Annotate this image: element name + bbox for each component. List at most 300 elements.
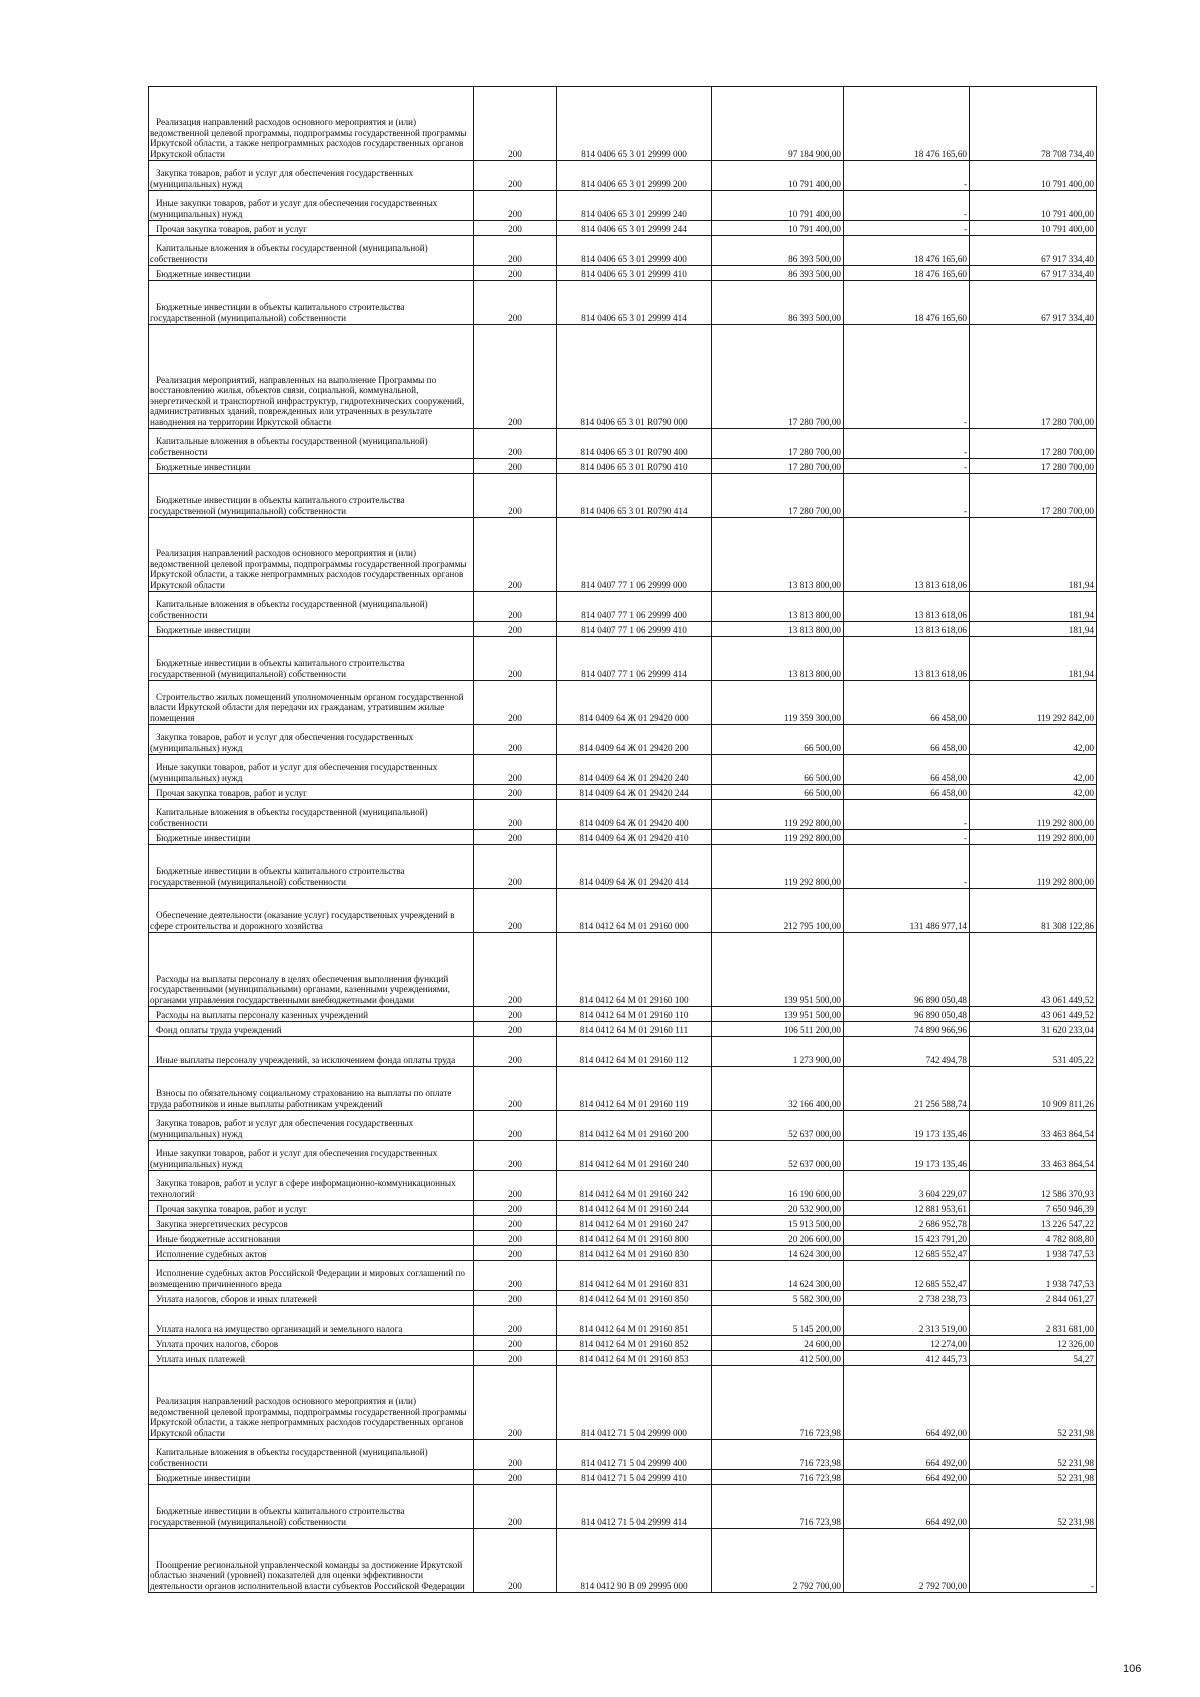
expense-name-text: Фонд оплаты труда учреждений xyxy=(156,1024,282,1035)
unexecuted-amount-cell: 2 831 681,00 xyxy=(970,1306,1097,1336)
expense-name-text: Бюджетные инвестиции xyxy=(156,832,251,843)
executed-amount-cell: - xyxy=(844,161,970,191)
expense-name-text: Уплата налога на имущество организаций и земельного налога xyxy=(156,1323,403,1334)
approved-amount-cell: 10 791 400,00 xyxy=(712,221,844,236)
table-row xyxy=(149,830,1097,845)
expense-name-text: Уплата налогов, сборов и иных платежей xyxy=(156,1293,317,1304)
unexecuted-amount-cell: 33 463 864,54 xyxy=(970,1141,1097,1171)
executed-amount-cell: 66 458,00 xyxy=(844,725,970,755)
approved-amount-cell: 13 813 800,00 xyxy=(712,622,844,637)
expense-name-cell xyxy=(149,281,474,325)
line-code-cell: 200 xyxy=(474,1216,557,1231)
unexecuted-amount-cell: 13 226 547,22 xyxy=(970,1216,1097,1231)
executed-amount-cell: 664 492,00 xyxy=(844,1485,970,1529)
approved-amount-cell: 14 624 300,00 xyxy=(712,1246,844,1261)
table-row xyxy=(149,325,1097,429)
expense-name-cell xyxy=(149,800,474,830)
line-code-cell: 200 xyxy=(474,1111,557,1141)
expense-name-cell xyxy=(149,1485,474,1529)
expense-name-cell xyxy=(149,637,474,681)
expense-name-text: Расходы на выплаты персоналу казенных учреждений xyxy=(156,1009,369,1020)
approved-amount-cell: 32 166 400,00 xyxy=(712,1067,844,1111)
expense-name-cell xyxy=(149,622,474,637)
table-row xyxy=(149,845,1097,889)
executed-amount-cell: 74 890 966,96 xyxy=(844,1022,970,1037)
expense-name-text: Исполнение судебных актов Российской Федерации и мировых соглашений по возмещению причиненного вреда xyxy=(150,1268,465,1289)
budget-class-code-cell: 814 0412 64 М 01 29160 000 xyxy=(557,889,712,933)
expense-name-cell xyxy=(149,1201,474,1216)
unexecuted-amount-cell: 10 791 400,00 xyxy=(970,191,1097,221)
approved-amount-cell: 716 723,98 xyxy=(712,1470,844,1485)
unexecuted-amount-cell: 52 231,98 xyxy=(970,1485,1097,1529)
budget-class-code-cell: 814 0409 64 Ж 01 29420 000 xyxy=(557,681,712,725)
approved-amount-cell: 20 206 600,00 xyxy=(712,1231,844,1246)
table-row xyxy=(149,518,1097,592)
expense-name-text: Капитальные вложения в объекты государственной (муниципальной) собственности xyxy=(150,436,428,457)
approved-amount-cell: 13 813 800,00 xyxy=(712,637,844,681)
budget-class-code-cell: 814 0406 65 3 01 29999 410 xyxy=(557,266,712,281)
expense-name-text: Капитальные вложения в объекты государственной (муниципальной) собственности xyxy=(150,599,428,620)
executed-amount-cell: 96 890 050,48 xyxy=(844,933,970,1007)
unexecuted-amount-cell: 10 791 400,00 xyxy=(970,161,1097,191)
approved-amount-cell: 66 500,00 xyxy=(712,785,844,800)
budget-class-code-cell: 814 0409 64 Ж 01 29420 240 xyxy=(557,755,712,785)
budget-class-code-cell: 814 0412 64 М 01 29160 119 xyxy=(557,1067,712,1111)
budget-class-code-cell: 814 0412 64 М 01 29160 853 xyxy=(557,1351,712,1366)
line-code-cell: 200 xyxy=(474,830,557,845)
expense-name-text: Взносы по обязательному социальному страхованию на выплаты по оплате труда работников и иные выплаты работникам учреждений xyxy=(150,1088,452,1109)
approved-amount-cell: 14 624 300,00 xyxy=(712,1261,844,1291)
expense-name-text: Поощрение региональной управленческой команды за достижение Иркутской областью значений (уровней) показателей для оценки эффективности деятельности органов исполнительной власти субъектов Российской Федерации xyxy=(150,1559,465,1591)
executed-amount-cell: - xyxy=(844,830,970,845)
expense-name-text: Строительство жилых помещений уполномоченным органом государственной власти Иркутской области для передачи их гражданам, утратившим жилые помещения xyxy=(150,691,464,723)
expense-name-cell xyxy=(149,1351,474,1366)
table-row xyxy=(149,622,1097,637)
unexecuted-amount-cell: 43 061 449,52 xyxy=(970,933,1097,1007)
approved-amount-cell: 52 637 000,00 xyxy=(712,1111,844,1141)
unexecuted-amount-cell: 17 280 700,00 xyxy=(970,325,1097,429)
budget-class-code-cell: 814 0406 65 3 01 29999 400 xyxy=(557,236,712,266)
budget-class-code-cell: 814 0412 64 М 01 29160 852 xyxy=(557,1336,712,1351)
unexecuted-amount-cell: 67 917 334,40 xyxy=(970,236,1097,266)
budget-class-code-cell: 814 0412 64 М 01 29160 851 xyxy=(557,1306,712,1336)
approved-amount-cell: 10 791 400,00 xyxy=(712,161,844,191)
table-row xyxy=(149,681,1097,725)
line-code-cell: 200 xyxy=(474,1291,557,1306)
expense-name-cell xyxy=(149,1470,474,1485)
expense-name-text: Бюджетные инвестиции в объекты капитального строительства государственной (муниципальной) собственности xyxy=(150,1506,405,1527)
expense-name-text: Бюджетные инвестиции xyxy=(156,1472,251,1483)
executed-amount-cell: 96 890 050,48 xyxy=(844,1007,970,1022)
line-code-cell: 200 xyxy=(474,221,557,236)
expense-name-text: Прочая закупка товаров, работ и услуг xyxy=(156,1203,307,1214)
unexecuted-amount-cell: 119 292 842,00 xyxy=(970,681,1097,725)
expense-name-cell xyxy=(149,1216,474,1231)
line-code-cell: 200 xyxy=(474,1007,557,1022)
expense-name-cell xyxy=(149,266,474,281)
line-code-cell: 200 xyxy=(474,191,557,221)
approved-amount-cell: 20 532 900,00 xyxy=(712,1201,844,1216)
budget-class-code-cell: 814 0407 77 1 06 29999 410 xyxy=(557,622,712,637)
line-code-cell: 200 xyxy=(474,281,557,325)
budget-class-code-cell: 814 0406 65 3 01 29999 414 xyxy=(557,281,712,325)
budget-class-code-cell: 814 0412 64 М 01 29160 244 xyxy=(557,1201,712,1216)
line-code-cell: 200 xyxy=(474,161,557,191)
expense-name-text: Бюджетные инвестиции в объекты капитального строительства государственной (муниципальной) собственности xyxy=(150,866,405,887)
line-code-cell: 200 xyxy=(474,1351,557,1366)
expense-name-cell xyxy=(149,87,474,161)
expense-name-text: Реализация направлений расходов основного мероприятия и (или) ведомственной целевой программы, подпрограммы государственной программы Иркутской области, а также непрограммных расходов государственных органов Иркутской области xyxy=(150,548,467,590)
executed-amount-cell: - xyxy=(844,429,970,459)
expense-name-cell xyxy=(149,191,474,221)
executed-amount-cell: - xyxy=(844,191,970,221)
executed-amount-cell: 12 881 953,61 xyxy=(844,1201,970,1216)
budget-class-code-cell: 814 0412 71 5 04 29999 400 xyxy=(557,1440,712,1470)
approved-amount-cell: 139 951 500,00 xyxy=(712,933,844,1007)
expense-name-cell xyxy=(149,1141,474,1171)
unexecuted-amount-cell: 81 308 122,86 xyxy=(970,889,1097,933)
table-row xyxy=(149,1067,1097,1111)
budget-class-code-cell: 814 0412 64 М 01 29160 831 xyxy=(557,1261,712,1291)
line-code-cell: 200 xyxy=(474,1246,557,1261)
expense-name-text: Иные бюджетные ассигнования xyxy=(156,1233,281,1244)
executed-amount-cell: 13 813 618,06 xyxy=(844,622,970,637)
line-code-cell: 200 xyxy=(474,755,557,785)
table-row xyxy=(149,459,1097,474)
expense-name-text: Бюджетные инвестиции xyxy=(156,624,251,635)
line-code-cell: 200 xyxy=(474,1440,557,1470)
approved-amount-cell: 412 500,00 xyxy=(712,1351,844,1366)
budget-class-code-cell: 814 0407 77 1 06 29999 414 xyxy=(557,637,712,681)
budget-class-code-cell: 814 0412 71 5 04 29999 410 xyxy=(557,1470,712,1485)
table-row xyxy=(149,1351,1097,1366)
expense-name-cell xyxy=(149,725,474,755)
unexecuted-amount-cell: 43 061 449,52 xyxy=(970,1007,1097,1022)
unexecuted-amount-cell: 17 280 700,00 xyxy=(970,429,1097,459)
line-code-cell: 200 xyxy=(474,933,557,1007)
budget-class-code-cell: 814 0412 90 В 09 29995 000 xyxy=(557,1529,712,1593)
table-row xyxy=(149,1470,1097,1485)
unexecuted-amount-cell: 7 650 946,39 xyxy=(970,1201,1097,1216)
line-code-cell: 200 xyxy=(474,1201,557,1216)
expense-name-cell xyxy=(149,845,474,889)
unexecuted-amount-cell: 1 938 747,53 xyxy=(970,1261,1097,1291)
expense-name-text: Бюджетные инвестиции xyxy=(156,268,251,279)
table-row xyxy=(149,1022,1097,1037)
approved-amount-cell: 66 500,00 xyxy=(712,725,844,755)
line-code-cell: 200 xyxy=(474,1231,557,1246)
unexecuted-amount-cell: 10 909 811,26 xyxy=(970,1067,1097,1111)
table-row xyxy=(149,221,1097,236)
expense-name-cell xyxy=(149,1336,474,1351)
unexecuted-amount-cell: 1 938 747,53 xyxy=(970,1246,1097,1261)
budget-class-code-cell: 814 0412 71 5 04 29999 000 xyxy=(557,1366,712,1440)
budget-class-code-cell: 814 0412 64 М 01 29160 240 xyxy=(557,1141,712,1171)
budget-class-code-cell: 814 0412 64 М 01 29160 110 xyxy=(557,1007,712,1022)
executed-amount-cell: 742 494,78 xyxy=(844,1037,970,1067)
expense-name-cell xyxy=(149,236,474,266)
table-row xyxy=(149,1171,1097,1201)
approved-amount-cell: 97 184 900,00 xyxy=(712,87,844,161)
approved-amount-cell: 17 280 700,00 xyxy=(712,429,844,459)
unexecuted-amount-cell: 54,27 xyxy=(970,1351,1097,1366)
expense-name-cell xyxy=(149,161,474,191)
executed-amount-cell: 18 476 165,60 xyxy=(844,87,970,161)
line-code-cell: 200 xyxy=(474,1336,557,1351)
expense-name-cell xyxy=(149,889,474,933)
approved-amount-cell: 17 280 700,00 xyxy=(712,474,844,518)
approved-amount-cell: 119 292 800,00 xyxy=(712,845,844,889)
executed-amount-cell: - xyxy=(844,221,970,236)
executed-amount-cell: 13 813 618,06 xyxy=(844,592,970,622)
expense-name-cell xyxy=(149,221,474,236)
approved-amount-cell: 13 813 800,00 xyxy=(712,592,844,622)
approved-amount-cell: 119 359 300,00 xyxy=(712,681,844,725)
unexecuted-amount-cell: 181,94 xyxy=(970,637,1097,681)
approved-amount-cell: 119 292 800,00 xyxy=(712,830,844,845)
line-code-cell: 200 xyxy=(474,266,557,281)
unexecuted-amount-cell: 2 844 061,27 xyxy=(970,1291,1097,1306)
expense-name-text: Закупка энергетических ресурсов xyxy=(156,1218,288,1229)
table-row xyxy=(149,429,1097,459)
approved-amount-cell: 17 280 700,00 xyxy=(712,459,844,474)
unexecuted-amount-cell: 181,94 xyxy=(970,518,1097,592)
budget-class-code-cell: 814 0407 77 1 06 29999 000 xyxy=(557,518,712,592)
table-row xyxy=(149,637,1097,681)
executed-amount-cell: 13 813 618,06 xyxy=(844,637,970,681)
budget-class-code-cell: 814 0409 64 Ж 01 29420 400 xyxy=(557,800,712,830)
table-row xyxy=(149,1037,1097,1067)
table-row xyxy=(149,161,1097,191)
approved-amount-cell: 52 637 000,00 xyxy=(712,1141,844,1171)
budget-class-code-cell: 814 0406 65 3 01 R0790 410 xyxy=(557,459,712,474)
expense-name-text: Капитальные вложения в объекты государственной (муниципальной) собственности xyxy=(150,1447,428,1468)
expense-name-text: Исполнение судебных актов xyxy=(156,1248,267,1259)
expense-name-text: Бюджетные инвестиции xyxy=(156,461,251,472)
expense-name-text: Прочая закупка товаров, работ и услуг xyxy=(156,223,307,234)
expense-name-text: Расходы на выплаты персоналу в целях обеспечения выполнения функций государственными (муниципальными) органами, казенными учреждениями, органами управления государственными внебюджетными фондами xyxy=(150,973,450,1005)
line-code-cell: 200 xyxy=(474,236,557,266)
table-row xyxy=(149,1246,1097,1261)
executed-amount-cell: 664 492,00 xyxy=(844,1440,970,1470)
expense-name-cell xyxy=(149,474,474,518)
expense-name-cell xyxy=(149,1291,474,1306)
expense-name-text: Закупка товаров, работ и услуг для обеспечения государственных (муниципальных) нужд xyxy=(150,168,414,189)
executed-amount-cell: 66 458,00 xyxy=(844,681,970,725)
expense-name-cell xyxy=(149,1022,474,1037)
approved-amount-cell: 13 813 800,00 xyxy=(712,518,844,592)
expense-name-cell xyxy=(149,1007,474,1022)
executed-amount-cell: 19 173 135,46 xyxy=(844,1111,970,1141)
line-code-cell: 200 xyxy=(474,87,557,161)
unexecuted-amount-cell: 181,94 xyxy=(970,592,1097,622)
executed-amount-cell: 13 813 618,06 xyxy=(844,518,970,592)
executed-amount-cell: 12 685 552,47 xyxy=(844,1261,970,1291)
budget-execution-table xyxy=(148,86,1097,1593)
executed-amount-cell: 18 476 165,60 xyxy=(844,281,970,325)
unexecuted-amount-cell: 181,94 xyxy=(970,622,1097,637)
unexecuted-amount-cell: 33 463 864,54 xyxy=(970,1111,1097,1141)
approved-amount-cell: 716 723,98 xyxy=(712,1440,844,1470)
line-code-cell: 200 xyxy=(474,325,557,429)
unexecuted-amount-cell: 67 917 334,40 xyxy=(970,266,1097,281)
budget-class-code-cell: 814 0412 64 М 01 29160 247 xyxy=(557,1216,712,1231)
table-row xyxy=(149,236,1097,266)
expense-name-text: Капитальные вложения в объекты государственной (муниципальной) собственности xyxy=(150,807,428,828)
table-row xyxy=(149,1007,1097,1022)
table-row xyxy=(149,191,1097,221)
expense-name-text: Уплата прочих налогов, сборов xyxy=(156,1338,279,1349)
unexecuted-amount-cell: 10 791 400,00 xyxy=(970,221,1097,236)
line-code-cell: 200 xyxy=(474,518,557,592)
unexecuted-amount-cell: - xyxy=(970,1529,1097,1593)
table-row xyxy=(149,281,1097,325)
budget-class-code-cell: 814 0412 71 5 04 29999 414 xyxy=(557,1485,712,1529)
expense-name-cell xyxy=(149,830,474,845)
table-row xyxy=(149,800,1097,830)
line-code-cell: 200 xyxy=(474,474,557,518)
expense-name-text: Иные закупки товаров, работ и услуг для обеспечения государственных (муниципальных) нужд xyxy=(150,198,438,219)
line-code-cell: 200 xyxy=(474,785,557,800)
line-code-cell: 200 xyxy=(474,845,557,889)
executed-amount-cell: 15 423 791,20 xyxy=(844,1231,970,1246)
expense-name-text: Реализация направлений расходов основного мероприятия и (или) ведомственной целевой программы, подпрограммы государственной программы Иркутской области, а также непрограммных расходов государственных органов Иркутской области xyxy=(150,117,467,159)
expense-name-text: Капитальные вложения в объекты государственной (муниципальной) собственности xyxy=(150,243,428,264)
unexecuted-amount-cell: 4 782 808,80 xyxy=(970,1231,1097,1246)
budget-class-code-cell: 814 0412 64 М 01 29160 100 xyxy=(557,933,712,1007)
budget-class-code-cell: 814 0407 77 1 06 29999 400 xyxy=(557,592,712,622)
table-row xyxy=(149,725,1097,755)
unexecuted-amount-cell: 17 280 700,00 xyxy=(970,474,1097,518)
line-code-cell: 200 xyxy=(474,1470,557,1485)
approved-amount-cell: 10 791 400,00 xyxy=(712,191,844,221)
line-code-cell: 200 xyxy=(474,725,557,755)
table-row xyxy=(149,933,1097,1007)
line-code-cell: 200 xyxy=(474,681,557,725)
approved-amount-cell: 17 280 700,00 xyxy=(712,325,844,429)
table-body xyxy=(149,87,1097,1593)
approved-amount-cell: 716 723,98 xyxy=(712,1485,844,1529)
approved-amount-cell: 139 951 500,00 xyxy=(712,1007,844,1022)
table-row xyxy=(149,592,1097,622)
budget-class-code-cell: 814 0406 65 3 01 R0790 000 xyxy=(557,325,712,429)
expense-name-cell xyxy=(149,1067,474,1111)
expense-name-text: Уплата иных платежей xyxy=(156,1353,246,1364)
table-row xyxy=(149,266,1097,281)
table-row xyxy=(149,87,1097,161)
expense-name-cell xyxy=(149,459,474,474)
unexecuted-amount-cell: 42,00 xyxy=(970,755,1097,785)
unexecuted-amount-cell: 31 620 233,04 xyxy=(970,1022,1097,1037)
table-row xyxy=(149,1216,1097,1231)
executed-amount-cell: 2 313 519,00 xyxy=(844,1306,970,1336)
approved-amount-cell: 15 913 500,00 xyxy=(712,1216,844,1231)
approved-amount-cell: 16 190 600,00 xyxy=(712,1171,844,1201)
expense-name-cell xyxy=(149,681,474,725)
expense-name-cell xyxy=(149,1366,474,1440)
executed-amount-cell: 412 445,73 xyxy=(844,1351,970,1366)
table-row xyxy=(149,785,1097,800)
table-row xyxy=(149,755,1097,785)
expense-name-text: Иные закупки товаров, работ и услуг для обеспечения государственных (муниципальных) нужд xyxy=(150,1148,438,1169)
line-code-cell: 200 xyxy=(474,800,557,830)
budget-class-code-cell: 814 0406 65 3 01 29999 200 xyxy=(557,161,712,191)
executed-amount-cell: 2 686 952,78 xyxy=(844,1216,970,1231)
unexecuted-amount-cell: 67 917 334,40 xyxy=(970,281,1097,325)
executed-amount-cell: 12 685 552,47 xyxy=(844,1246,970,1261)
line-code-cell: 200 xyxy=(474,1171,557,1201)
table-row xyxy=(149,1440,1097,1470)
line-code-cell: 200 xyxy=(474,1306,557,1336)
expense-name-text: Бюджетные инвестиции в объекты капитального строительства государственной (муниципальной) собственности xyxy=(150,658,405,679)
budget-class-code-cell: 814 0406 65 3 01 R0790 414 xyxy=(557,474,712,518)
budget-class-code-cell: 814 0406 65 3 01 29999 244 xyxy=(557,221,712,236)
unexecuted-amount-cell: 17 280 700,00 xyxy=(970,459,1097,474)
approved-amount-cell: 5 145 200,00 xyxy=(712,1306,844,1336)
budget-class-code-cell: 814 0409 64 Ж 01 29420 200 xyxy=(557,725,712,755)
executed-amount-cell: 19 173 135,46 xyxy=(844,1141,970,1171)
approved-amount-cell: 66 500,00 xyxy=(712,755,844,785)
line-code-cell: 200 xyxy=(474,1485,557,1529)
budget-class-code-cell: 814 0409 64 Ж 01 29420 410 xyxy=(557,830,712,845)
line-code-cell: 200 xyxy=(474,1067,557,1111)
expense-name-cell xyxy=(149,592,474,622)
unexecuted-amount-cell: 119 292 800,00 xyxy=(970,830,1097,845)
expense-name-cell xyxy=(149,1171,474,1201)
unexecuted-amount-cell: 52 231,98 xyxy=(970,1366,1097,1440)
table-row xyxy=(149,1366,1097,1440)
executed-amount-cell: - xyxy=(844,459,970,474)
expense-name-cell xyxy=(149,933,474,1007)
expense-name-cell xyxy=(149,1306,474,1336)
unexecuted-amount-cell: 52 231,98 xyxy=(970,1440,1097,1470)
executed-amount-cell: 3 604 229,07 xyxy=(844,1171,970,1201)
line-code-cell: 200 xyxy=(474,1529,557,1593)
approved-amount-cell: 86 393 500,00 xyxy=(712,236,844,266)
expense-name-text: Бюджетные инвестиции в объекты капитального строительства государственной (муниципальной) собственности xyxy=(150,302,405,323)
executed-amount-cell: 21 256 588,74 xyxy=(844,1067,970,1111)
line-code-cell: 200 xyxy=(474,429,557,459)
budget-class-code-cell: 814 0406 65 3 01 29999 240 xyxy=(557,191,712,221)
table-row xyxy=(149,1231,1097,1246)
executed-amount-cell: 66 458,00 xyxy=(844,785,970,800)
approved-amount-cell: 212 795 100,00 xyxy=(712,889,844,933)
unexecuted-amount-cell: 119 292 800,00 xyxy=(970,800,1097,830)
expense-name-text: Бюджетные инвестиции в объекты капитального строительства государственной (муниципальной) собственности xyxy=(150,495,405,516)
executed-amount-cell: 664 492,00 xyxy=(844,1470,970,1485)
expense-name-cell xyxy=(149,1529,474,1593)
executed-amount-cell: 131 486 977,14 xyxy=(844,889,970,933)
page-number: 106 xyxy=(1123,1663,1142,1675)
expense-name-cell xyxy=(149,1037,474,1067)
table-row xyxy=(149,889,1097,933)
budget-class-code-cell: 814 0412 64 М 01 29160 200 xyxy=(557,1111,712,1141)
expense-name-cell xyxy=(149,785,474,800)
line-code-cell: 200 xyxy=(474,1261,557,1291)
approved-amount-cell: 119 292 800,00 xyxy=(712,800,844,830)
budget-class-code-cell: 814 0412 64 М 01 29160 111 xyxy=(557,1022,712,1037)
unexecuted-amount-cell: 52 231,98 xyxy=(970,1470,1097,1485)
executed-amount-cell: 664 492,00 xyxy=(844,1366,970,1440)
line-code-cell: 200 xyxy=(474,1037,557,1067)
budget-class-code-cell: 814 0409 64 Ж 01 29420 414 xyxy=(557,845,712,889)
expense-name-text: Прочая закупка товаров, работ и услуг xyxy=(156,787,307,798)
expense-name-cell xyxy=(149,755,474,785)
expense-name-cell xyxy=(149,1246,474,1261)
budget-class-code-cell: 814 0412 64 М 01 29160 800 xyxy=(557,1231,712,1246)
expense-name-text: Закупка товаров, работ и услуг в сфере информационно-коммуникационных технологий xyxy=(150,1178,456,1199)
unexecuted-amount-cell: 12 326,00 xyxy=(970,1336,1097,1351)
